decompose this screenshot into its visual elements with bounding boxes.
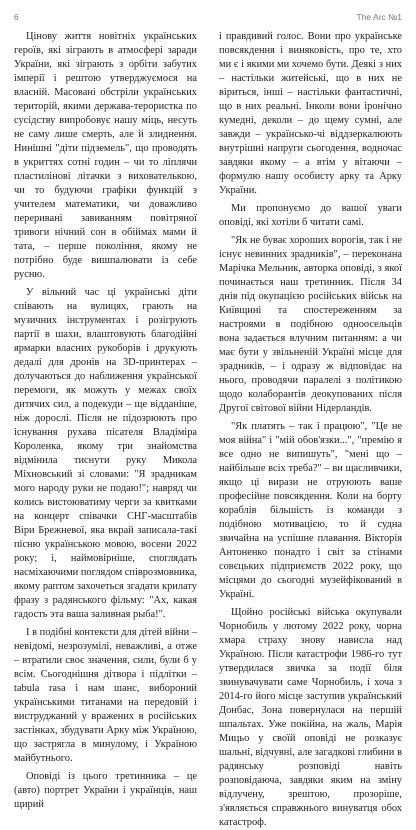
- paragraph: І в подібні контексти для дітей війни – невідомі, незрозумілі, неважливі, а отже – втратили своє значення, сили, були б у всім. Сьогоднішня дітвора і підлітки – tabula rasa і нам шанс, вибороний українськими титанами на передовій і виструджаний у вражених в російських застінках, збудувати Арку між Україною, що застрягла в минулому, і Україною майбутнього.: [14, 627, 197, 764]
- paragraph: У вільний час ці українські діти співають на вулицях, грають на музичних інструментах і розігрують партії в шахи, влаштовують благодійні ярмарки власних рукоборів і друкують дедалі для дронів на 3D-принтерах – долучаються до наближення української перемоги, як можуть у межах своїх дитячих сил, а подекуди – ще відданіше, ніж дорослі. Після не підозрюють про існування рухава пісателя Владіміра Короленка, якому три знайомства відмінила тиснути руку Микола Міхновський зі словами: "Я зрадникам мого народу руки не подаю!"; навряд чи колись вистоюватиму черги за квитками на концерт співачки СНГ-масштабів Віри Брежневої, яка вкрай записала-такі пісню українською мовою, восени 2022 року; і, наймовірніше, споглядать насміхаючими поглядом співрозмовника, якому раптом захочеться згадати крилату фразу з радянського фільму: "Ах, какая гадость эта ваша заливная рыба!".: [14, 287, 197, 620]
- paragraph: і правдивий голос. Вони про українське повсякдення і виняковість, про те, хто ми є і якими ми хочемо бути. Деякі з них – настільки житейські, що в них не віриться, інші – настільки фантастичні, що в них реальні. Інколи вони іронічно кумедні, деколи – до щему сумні, але завжди – українсько-чі віддзеркалюють внутрішні напруги сьогодення, водночас завдяки якому – а втім у вітаючи – формулю нашу особисту арку та Арку України.: [219, 31, 402, 196]
- page-number: 6: [14, 12, 19, 22]
- paragraph: Щойно російські війська окупували Чорнобиль у лютому 2022 року, чорна хмара страху знову нависла над Україною. Після катастрофи 1986-го тут утвердилася звичка за події біля звинувачувати саме Чорнобиль, і хоча з 2014-го його місце заступив український Донбас, Зона повернулася на першій шпальтах. Уже покійна, на жаль, Марія Мицьо у своїй оповіді не розказує шальні, відчувні, але загадкові глибини в радянську розповіді навіть розповідаюча, завдяки яким на зміну відлучену, зрештою, прозоріше, з'являється справжнього винуватця обох катастроф.: [219, 607, 402, 828]
- paragraph: Оповіді із цього третинника – це (авто) портрет України і українців, наш щирий: [14, 771, 197, 810]
- left-column: [14, 30, 197, 812]
- paragraph: "Як платять – так і працюю", "Це не моя війна" і "мій обов'язки...", "премію я все одно не випишуть", "мені що – найбільше всіх треба?" – ви щасливчики, якщо ці вирази не отруюють ваше професійне повсякдення. Коли на борту кораблів більшість із команди з подібною мотивацією, то й судна звичайна на успішне плавання. Вікторія Антоненко понадто і світ за стінами совєцьких підприємств 2022 року, що місцями до сьогодні музейфікований в Україні.: [219, 421, 402, 600]
- paragraph: Цінову життя новітніх українських героїв, які зіграють в атмосфері заради України, які зіграють з орбіти забутих імперії і рештою утверджуємося на власній. Масовані обстріли українських територій, якими держава-терористка по сусідству випробовує нашу міць, несуть не саму лише смерть, але й злиднення. Нинішні "діти підземель", що проводять в укриттях сотні годин – чи то ліплячи пластилінові літачки з вихователькою, чи то будуючи графіки функцій з учителем математики, чи доважливо переривані завиванням повітряної тривоги нічний сон в обіймах мами й тата, – перше покоління, якому не потрібно буде вишпалювати із себе русню.: [14, 31, 197, 280]
- right-column: [219, 30, 402, 830]
- page-header: [14, 12, 402, 26]
- paragraph: "Як не буває хороших ворогів, так і не існує невинних зрадників", – переконана Марічка Мельник, авторка оповіді, з якої починається наш третинник. Після 34 днів під окупацією російських військ на Київщині та спостереженням за настроями в подібною одноосельців вона задається влучним питанням: а чи має бути у звільненій Україні місце для зрадників, – і одразу ж відповідає на нього, проводячи паралелі з політикою щодо колаборантів деокупованих після Другої світової війни Нідерландів.: [219, 235, 402, 414]
- paragraph: Ми пропонуємо до вашої уваги оповіді, які хотіли б читати самі.: [219, 203, 402, 228]
- running-title: The Arc №1: [356, 12, 402, 22]
